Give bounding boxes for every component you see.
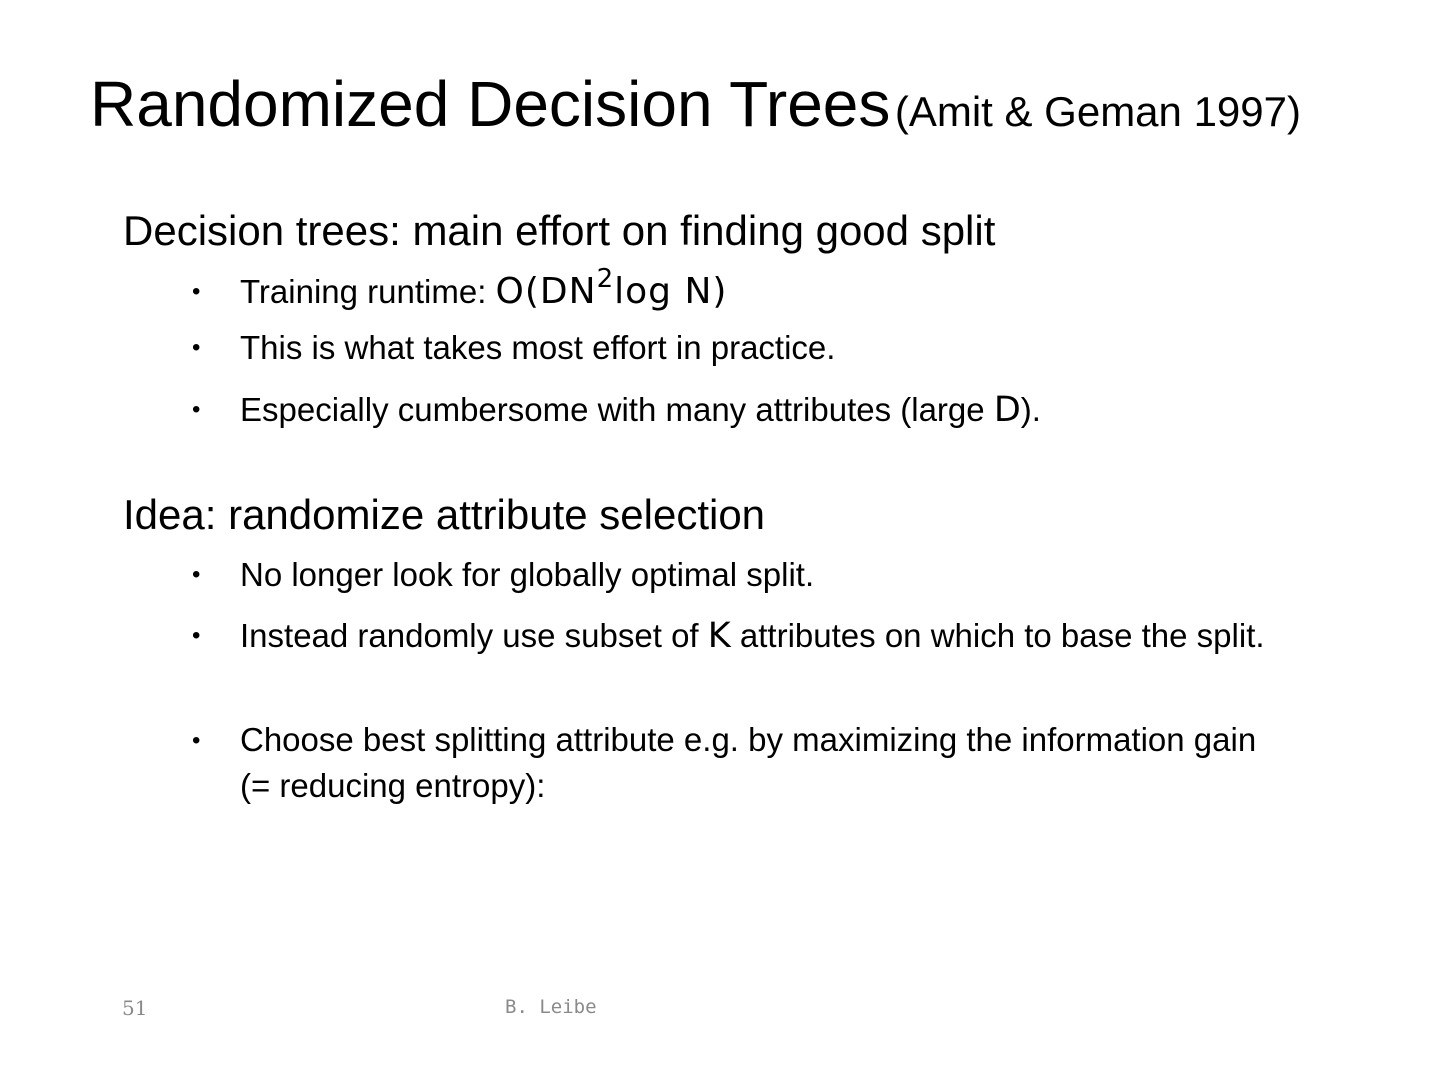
bullet-choose-best — [192, 717, 1272, 809]
bullet-icon: • — [192, 278, 201, 305]
bullet-cumbersome — [192, 386, 1272, 434]
bullet-icon: • — [192, 561, 201, 588]
bullet-text-end: ). — [1020, 391, 1041, 428]
title-citation: (Amit & Geman 1997) — [894, 88, 1301, 135]
bullet-randomly-subset — [192, 612, 1272, 660]
math-complexity: $O(DN^2\log$ N) — [495, 264, 728, 312]
section-heading-decision-trees: Decision trees: main effort on finding good split — [123, 207, 996, 254]
bullet-icon: • — [192, 396, 201, 423]
bullet-text: Instead randomly use subset of — [240, 617, 699, 654]
bullet-text: Training runtime: — [240, 273, 487, 310]
title-main: Randomized Decision Trees — [90, 68, 891, 140]
bullet-no-longer — [192, 551, 1272, 599]
page-number: 51 — [122, 996, 148, 1020]
footer-author: B. Leibe — [505, 996, 597, 1018]
bullet-icon: • — [192, 334, 201, 361]
bullet-text: No longer look for globally optimal split. — [240, 556, 815, 593]
math-var-d: D — [993, 390, 1021, 430]
bullet-text: Choose best splitting attribute e.g. by maximizing the information gain (= reducing entropy): — [240, 721, 1257, 804]
section-heading-idea: Idea: randomize attribute selection — [123, 491, 766, 538]
bullet-text-end: attributes on which to base the split. — [739, 617, 1265, 654]
bullet-text: This is what takes most effort in practice. — [240, 329, 836, 366]
math-var-k: K — [707, 616, 731, 656]
bullet-text: Especially cumbersome with many attributes (large — [240, 391, 985, 428]
bullet-icon: • — [192, 727, 201, 754]
bullet-training-runtime — [192, 264, 1272, 319]
bullet-effort — [192, 324, 1272, 372]
slide-title — [90, 68, 1301, 140]
bullet-icon: • — [192, 622, 201, 649]
